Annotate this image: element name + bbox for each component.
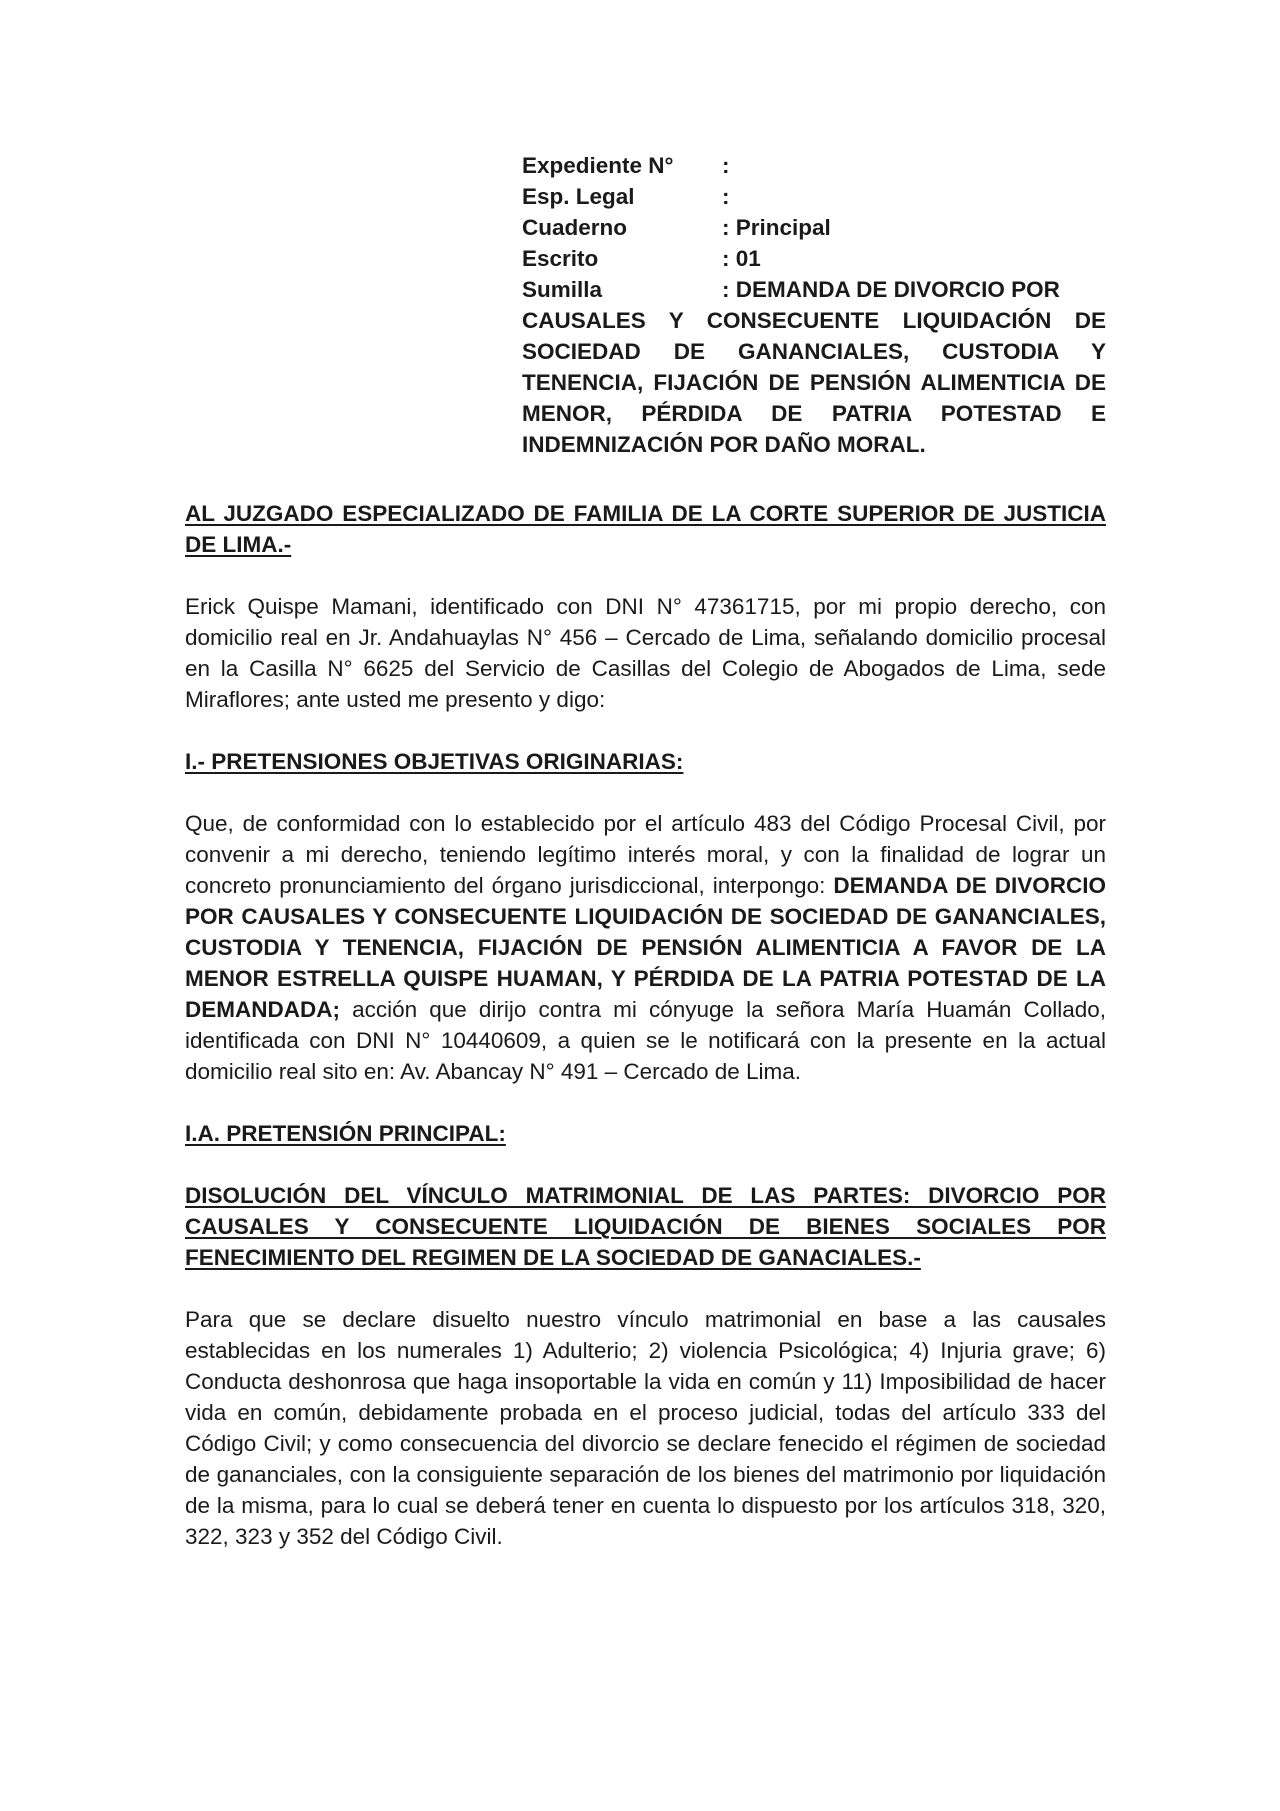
- sumilla-value: : DEMANDA DE DIVORCIO POR: [722, 277, 1060, 302]
- sumilla-label: Sumilla: [522, 277, 603, 302]
- section1-paragraph: [185, 808, 1106, 1087]
- section1a-paragraph: Para que se declare disuelto nuestro vínculo matrimonial en base a las causales establecidas en los numerales 1) Adulterio; 2) violencia Psicológica; 4) Injuria grave; 6) Conducta deshonrosa que haga insoportable la vida en común y 11) Imposibilidad de hacer vida en común, debidamente probada en el proceso judicial, todas del artículo 333 del Código Civil; y como consecuencia del divorcio se declare fenecido el régimen de sociedad de gananciales, con la consiguiente separación de los bienes del matrimonio por liquidación de la misma, para lo cual se deberá tener en cuenta lo dispuesto por los artículos 318, 320, 322, 323 y 352 del Código Civil.: [185, 1307, 1106, 1549]
- escrito-row: [522, 243, 1106, 274]
- esp-legal-row: [522, 181, 1106, 212]
- esp-legal-value: :: [722, 184, 730, 209]
- section1a-heading: I.A. PRETENSIÓN PRINCIPAL:: [185, 1121, 506, 1146]
- section1-para-bold: DEMANDA DE DIVORCIO POR CAUSALES Y CONSECUENTE LIQUIDACIÓN DE SOCIEDAD DE GANANCIALES, CUSTODIA Y TENENCIA, FIJACIÓN DE PENSIÓN ALIMENTICIA A FAVOR DE LA MENOR ESTRELLA QUISPE HUAMAN, Y PÉRDIDA DE LA PATRIA POTESTAD DE LA DEMANDADA;: [185, 873, 1107, 1022]
- section1-para-part2: acción que dirijo contra mi cónyuge la señora María Huamán Collado, identificada con DNI N° 10440609, a quien se le notificará con la presente en la actual domicilio real sito en: Av. Abancay N° 491 – Cercado de Lima.: [185, 997, 1106, 1084]
- addressee-heading: AL JUZGADO ESPECIALIZADO DE FAMILIA DE LA CORTE SUPERIOR DE JUSTICIA DE LIMA.-: [185, 501, 1106, 557]
- section1-heading: I.- PRETENSIONES OBJETIVAS ORIGINARIAS:: [185, 749, 684, 774]
- esp-legal-label: Esp. Legal: [522, 184, 635, 209]
- sumilla-continuation: CAUSALES Y CONSECUENTE LIQUIDACIÓN DE SOCIEDAD DE GANANCIALES, CUSTODIA Y TENENCIA, FIJACIÓN DE PENSIÓN ALIMENTICIA DE MENOR, PÉRDIDA DE PATRIA POTESTAD E INDEMNIZACIÓN POR DAÑO MORAL.: [522, 308, 1106, 457]
- expediente-value: :: [722, 153, 730, 178]
- cuaderno-row: [522, 212, 1106, 243]
- section1a-subheading: DISOLUCIÓN DEL VÍNCULO MATRIMONIAL DE LAS PARTES: DIVORCIO POR CAUSALES Y CONSECUENTE LIQUIDACIÓN DE BIENES SOCIALES POR FENECIMIENTO DEL REGIMEN DE LA SOCIEDAD DE GANACIALES.-: [185, 1183, 1106, 1270]
- expediente-row: [522, 150, 1106, 181]
- case-header: [522, 150, 1106, 460]
- intro-paragraph: Erick Quispe Mamani, identificado con DNI N° 47361715, por mi propio derecho, con domicilio real en Jr. Andahuaylas N° 456 – Cercado de Lima, señalando domicilio procesal en la Casilla N° 6625 del Servicio de Casillas del Colegio de Abogados de Lima, sede Miraflores; ante usted me presento y digo:: [185, 594, 1106, 712]
- cuaderno-label: Cuaderno: [522, 215, 628, 240]
- document-body: [185, 498, 1106, 1583]
- escrito-label: Escrito: [522, 246, 599, 271]
- section1-para-part1: Que, de conformidad con lo establecido por el artículo 483 del Código Procesal Civil, por convenir a mi derecho, teniendo legítimo interés moral, y con la finalidad de lograr un concreto pronunciamiento del órgano jurisdiccional, interpongo:: [185, 811, 1106, 898]
- sumilla-row: [522, 274, 1106, 305]
- cuaderno-value: : Principal: [722, 215, 831, 240]
- expediente-label: Expediente N°: [522, 153, 674, 178]
- escrito-value: : 01: [722, 246, 761, 271]
